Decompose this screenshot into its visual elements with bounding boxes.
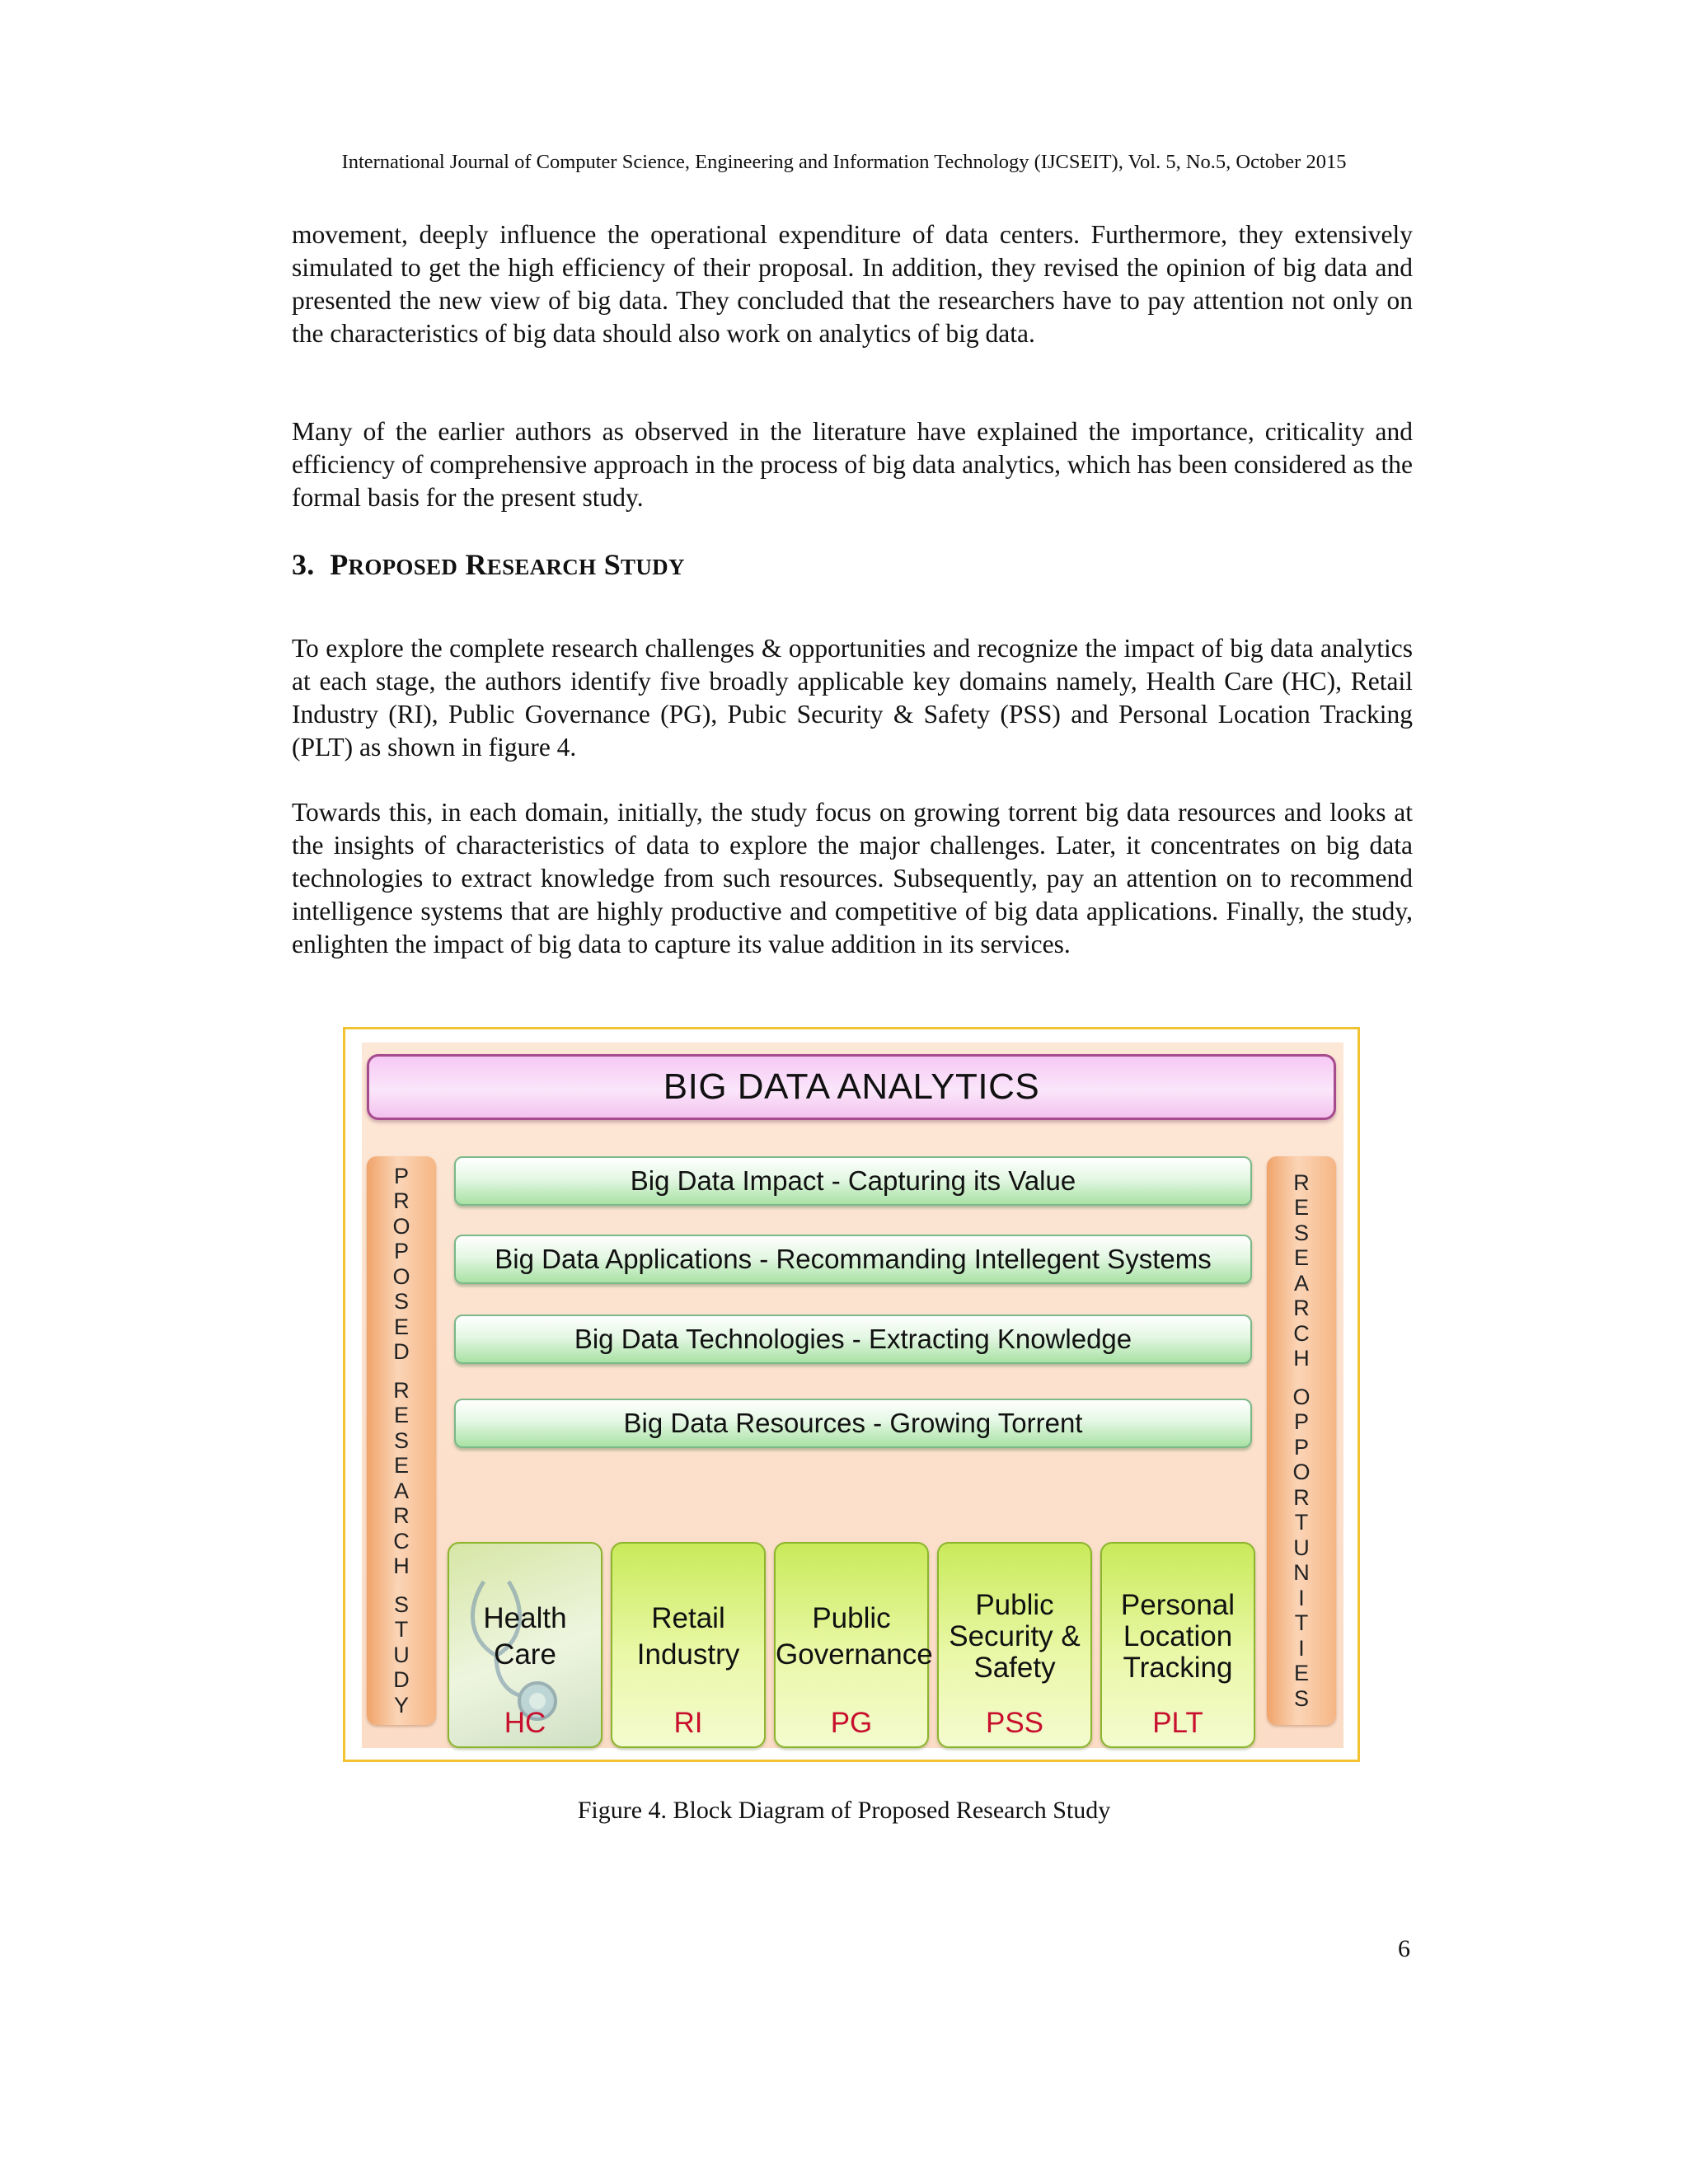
domain-name-line: Industry [636,1638,740,1671]
column-letter: P [393,1163,409,1188]
column-letter: I [1298,1585,1305,1610]
domain-abbr-hc: HC [504,1707,546,1739]
section-word-1-cap: P [330,548,349,581]
domain-health-care [448,1542,603,1748]
column-letter: N [1293,1560,1310,1586]
domain-name-line: Retail [651,1602,725,1634]
domain-name-line: Safety [973,1652,1056,1684]
section-word-2-cap: R [465,548,487,581]
column-letter: S [393,1289,409,1315]
column-letter: E [1293,1661,1309,1686]
layer-big-data-resources: Big Data Resources - Growing Torrent [454,1399,1252,1448]
domain-abbr-ri: RI [673,1707,703,1739]
column-letter: Y [393,1692,409,1718]
domain-public-governance [774,1542,933,1748]
column-letter: O [1292,1384,1311,1409]
domain-name-line: Location [1123,1620,1233,1652]
domain-name-line: Security & [949,1620,1081,1652]
domain-abbr-pg: PG [830,1707,873,1739]
column-letter: R [393,1377,410,1403]
domain-retail-industry [611,1542,766,1748]
column-letter: I [1298,1635,1305,1661]
column-letter: D [393,1667,410,1693]
column-letter: R [1293,1484,1310,1510]
column-letter: C [1293,1320,1310,1346]
column-letter: P [393,1239,409,1264]
column-letter: T [1294,1510,1309,1535]
column-letter: U [393,1642,410,1667]
section-heading [292,547,685,582]
page-number: 6 [1398,1935,1410,1962]
research-opportunities-column [1267,1156,1336,1725]
column-letter: D [393,1339,410,1365]
domain-name-line: Health [483,1602,567,1634]
domain-name-line: Governance [776,1638,933,1671]
column-letter: E [393,1314,409,1339]
column-letter: H [393,1554,410,1579]
domain-public-security-safety [937,1542,1092,1748]
column-letter: A [1293,1270,1309,1296]
domain-name-line: Personal [1120,1589,1236,1621]
paragraph-4: Towards this, in each domain, initially, the study focus on growing torrent big data resources and looks at the insights of characteristics of data to explore the major challenges. Later, it concentrates on big data technologies to extract knowledge from such resources. Subsequently, pay an attention on to recommend intelligence systems that are highly productive and competitive of big data applications. Finally, the study, enlighten the impact of big data to capture its value addition in its services. [292,798,1413,958]
figure-caption: Figure 4. Block Diagram of Proposed Research Study [577,1797,1111,1824]
domain-name-line: Public [975,1589,1054,1621]
column-letter: E [1293,1245,1309,1271]
paragraph-1: movement, deeply influence the operational expenditure of data centers. Furthermore, they extensively simulated to get the high efficiency of their proposal. In addition, they revised the opinion of big data and presented the new view of big data. They concluded that the researchers have to pay attention not only on the characteristics of big data should also work on analytics of big data. [292,220,1413,348]
column-letter: R [393,1188,410,1214]
domain-name-line: Care [494,1638,556,1671]
column-letter: O [392,1263,410,1289]
paragraph-2: Many of the earlier authors as observed in the literature have explained the importance, criticality and efficiency of comprehensive approach in the process of big data analytics, which has been considered as the formal basis for the present study. [292,417,1413,512]
domain-personal-location-tracking [1100,1542,1255,1748]
column-letter: R [393,1503,410,1529]
section-word-1-rest: ROPOSED [348,555,458,579]
figure-4-block-diagram [343,1027,1360,1762]
column-letter: E [393,1403,409,1428]
column-letter: S [393,1427,409,1453]
section-word-3-cap: S [603,548,621,581]
column-letter: S [1293,1685,1309,1711]
diagram-background [362,1043,1343,1748]
column-letter: T [1294,1610,1309,1636]
column-letter: U [1293,1535,1310,1560]
domain-name-line: Public [812,1602,891,1634]
column-letter: R [1293,1169,1310,1195]
running-header: International Journal of Computer Science, Engineering and Information Technology (IJCSEIT), Vol. 5, No.5, October 2015 [341,151,1347,173]
paragraph-3: To explore the complete research challenges & opportunities and recognize the impact of big data analytics at each stage, the authors identify five broadly applicable key domains namely, Health Care (HC), Retail Industry (RI), Public Governance (PG), Pubic Security & Safety (PSS) and Personal Location Tracking (PLT) as shown in figure 4. [292,634,1413,762]
column-letter: H [1293,1346,1310,1371]
layer-big-data-technologies: Big Data Technologies - Extracting Knowledge [454,1315,1252,1364]
column-letter: S [393,1591,409,1617]
column-letter: P [1293,1409,1309,1435]
column-letter: O [1292,1460,1311,1485]
domain-abbr-pss: PSS [985,1707,1044,1739]
column-letter: C [393,1528,410,1554]
column-letter: R [1293,1296,1310,1321]
section-number: 3. [292,548,315,581]
proposed-research-study-column [367,1156,436,1725]
section-word-3-rest: TUDY [621,555,685,579]
big-data-analytics-banner: BIG DATA ANALYTICS [367,1054,1336,1120]
column-letter: P [1293,1434,1309,1460]
section-word-2-rest: ESEARCH [486,555,597,579]
column-letter: E [1293,1195,1309,1221]
domain-abbr-plt: PLT [1152,1707,1203,1739]
column-letter: T [394,1617,409,1643]
domain-name-line: Tracking [1123,1652,1233,1684]
column-letter: O [392,1213,410,1239]
column-letter: E [393,1453,409,1479]
layer-big-data-applications: Big Data Applications - Recommanding Intellegent Systems [454,1235,1252,1284]
column-letter: A [393,1478,409,1503]
layer-big-data-impact: Big Data Impact - Capturing its Value [454,1156,1252,1206]
column-letter: S [1293,1220,1309,1245]
